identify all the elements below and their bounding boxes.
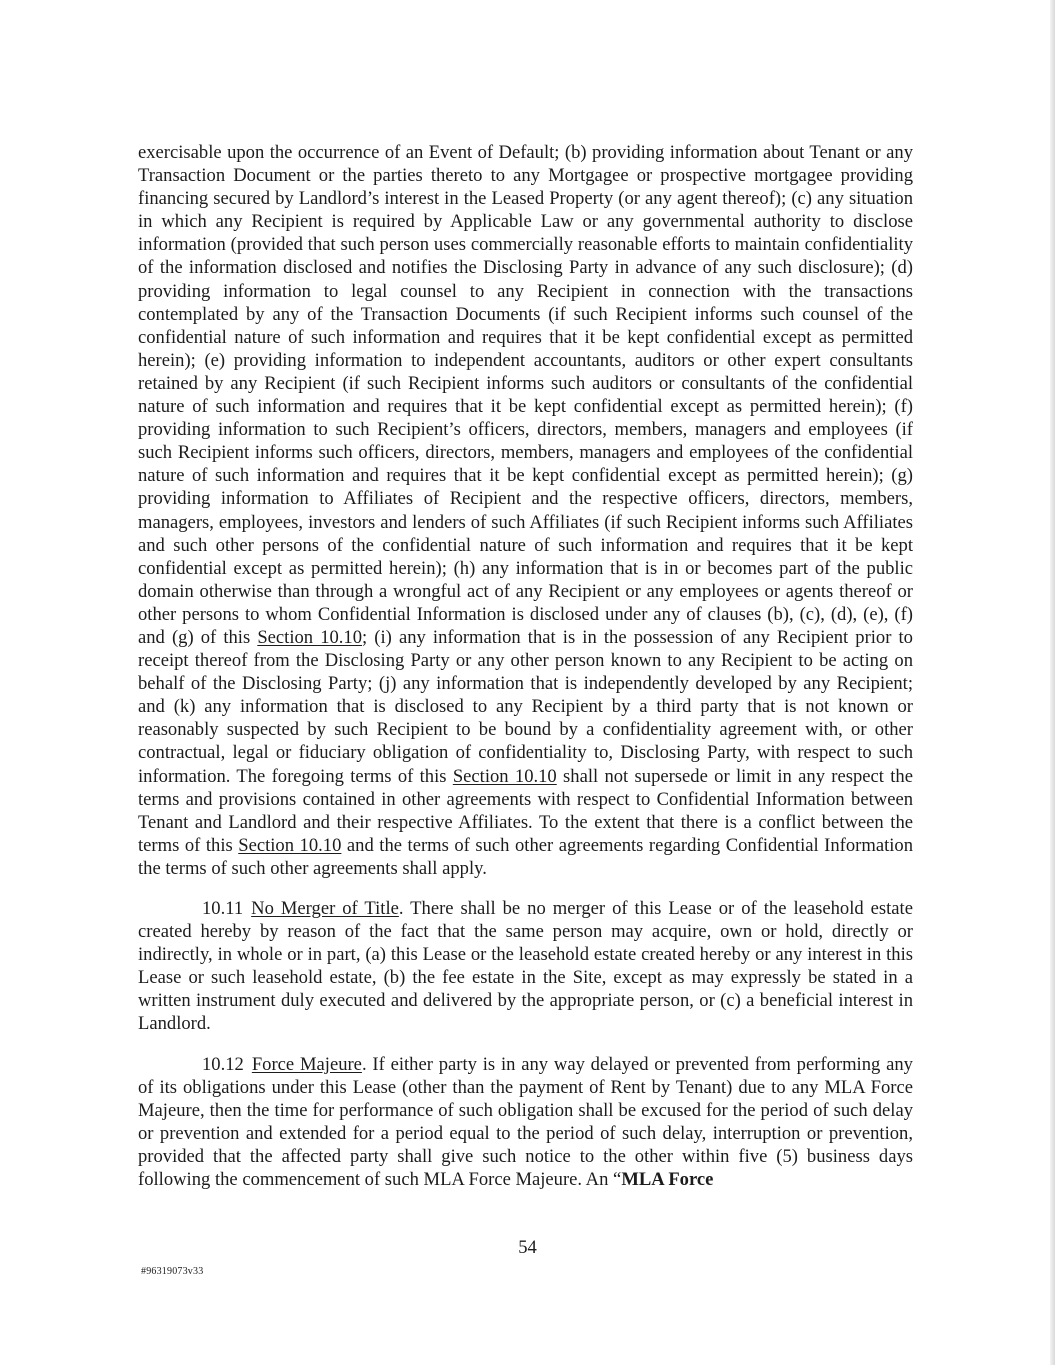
scan-edge-shadow [1050,0,1055,1365]
section-heading: No Merger of Title [251,898,399,919]
section-10-11-paragraph: 10.11 No Merger of Title. There shall be no merger of this Lease or of the leasehold estate created hereby by reason of the fact that the same person may acquire, own or hold, directly or indirectly, in whole or in part, (a) this Lease or the leasehold estate created hereby or any interest in this Lease or such leasehold estate, (b) the fee estate in the Site, except as may expressly be stated in a written instrument duly executed and delivered by the appropriate person, or (c) a beneficial interest in Landlord. [138,898,913,1035]
page-number: 54 [518,1237,537,1258]
section-number: 10.11 [202,898,244,919]
document-body [138,141,913,1191]
confidentiality-paragraph: exercisable upon the occurrence of an Event of Default; (b) providing information about Tenant or any Transaction Document or the parties thereto to any Mortgagee or prospective mortgagee providing financing secured by Landlord’s interest in the Leased Property (or any agent thereof); (c) any situation in which any Recipient is required by Applicable Law or any governmental authority to disclose information (provided that such person uses commercially reasonable efforts to maintain confidentiality of the information disclosed and notifies the Disclosing Party in advance of any such disclosure); (d) providing information to legal counsel to any Recipient in connection with the transactions contemplated by any of the Transaction Documents (if such Recipient informs such counsel of the confidential nature of such information and requires that it be kept confidential except as permitted herein); (e) providing information to independent accountants, auditors or other expert consultants retained by any Recipient (if such Recipient informs such auditors or consultants of the confidential nature of such information and requires that it be kept confidential except as permitted herein); (f) providing information to such Recipient’s officers, directors, members, managers and employees (if such Recipient informs such officers, directors, members, managers and employees of the confidential nature of such information and requires that it be kept confidential except as permitted herein); (g) providing information to Affiliates of Recipient and the respective officers, directors, members, managers, employees, investors and lenders of such Affiliates (if such Recipient informs such Affiliates and such other persons of the confidential nature of such information and requires that it be kept confidential except as permitted herein); (h) any information that is in or becomes part of the public domain otherwise than through a wrongful act of any Recipient or any employees or agents thereof or other persons to whom Confidential Information is disclosed under any of clauses (b), (c), (d), (e), (f) and (g) of this Section 10.10; (i) any information that is in the possession of any Recipient prior to receipt thereof from the Disclosing Party or any other person known to any Recipient to be acting on behalf of the Disclosing Party; (j) any information that is independently developed by any Recipient; and (k) any information that is disclosed to any Recipient by a third party that is not known or reasonably suspected by such Recipient to be bound by a confidentiality agreement with, or other contractual, legal or fiduciary obligation of confidentiality to, Disclosing Party, with respect to such information. The foregoing terms of this Section 10.10 shall not supersede or limit in any respect the terms and provisions contained in other agreements with respect to Confidential Information between Tenant and Landlord and their respective Affiliates. To the extent that there is a conflict between the terms of this Section 10.10 and the terms of such other agreements regarding Confidential Information the terms of such other agreements shall apply. [138,142,913,879]
section-number: 10.12 [202,1053,244,1075]
section-10-12-paragraph: 10.12 Force Majeure. If either party is in any way delayed or prevented from performing any of its obligations under this Lease (other than the payment of Rent by Tenant) due to any MLA Force Majeure, then the time for performance of such obligation shall be excused for the period of such delay or prevention and extended for a period equal to the period of such delay, interruption or prevention, provided that the affected party shall give such notice to the other within five (5) business days following the commencement of such MLA Force Majeure. An “MLA Force [138,1053,913,1191]
section-reference: Section 10.10 [452,765,557,787]
section-reference: Section 10.10 [257,626,363,648]
defined-term: MLA Force [621,1169,714,1191]
section-heading: Force Majeure [251,1053,362,1075]
section-reference: Section 10.10 [238,834,342,856]
document-id: #96319073v33 [141,1266,204,1277]
